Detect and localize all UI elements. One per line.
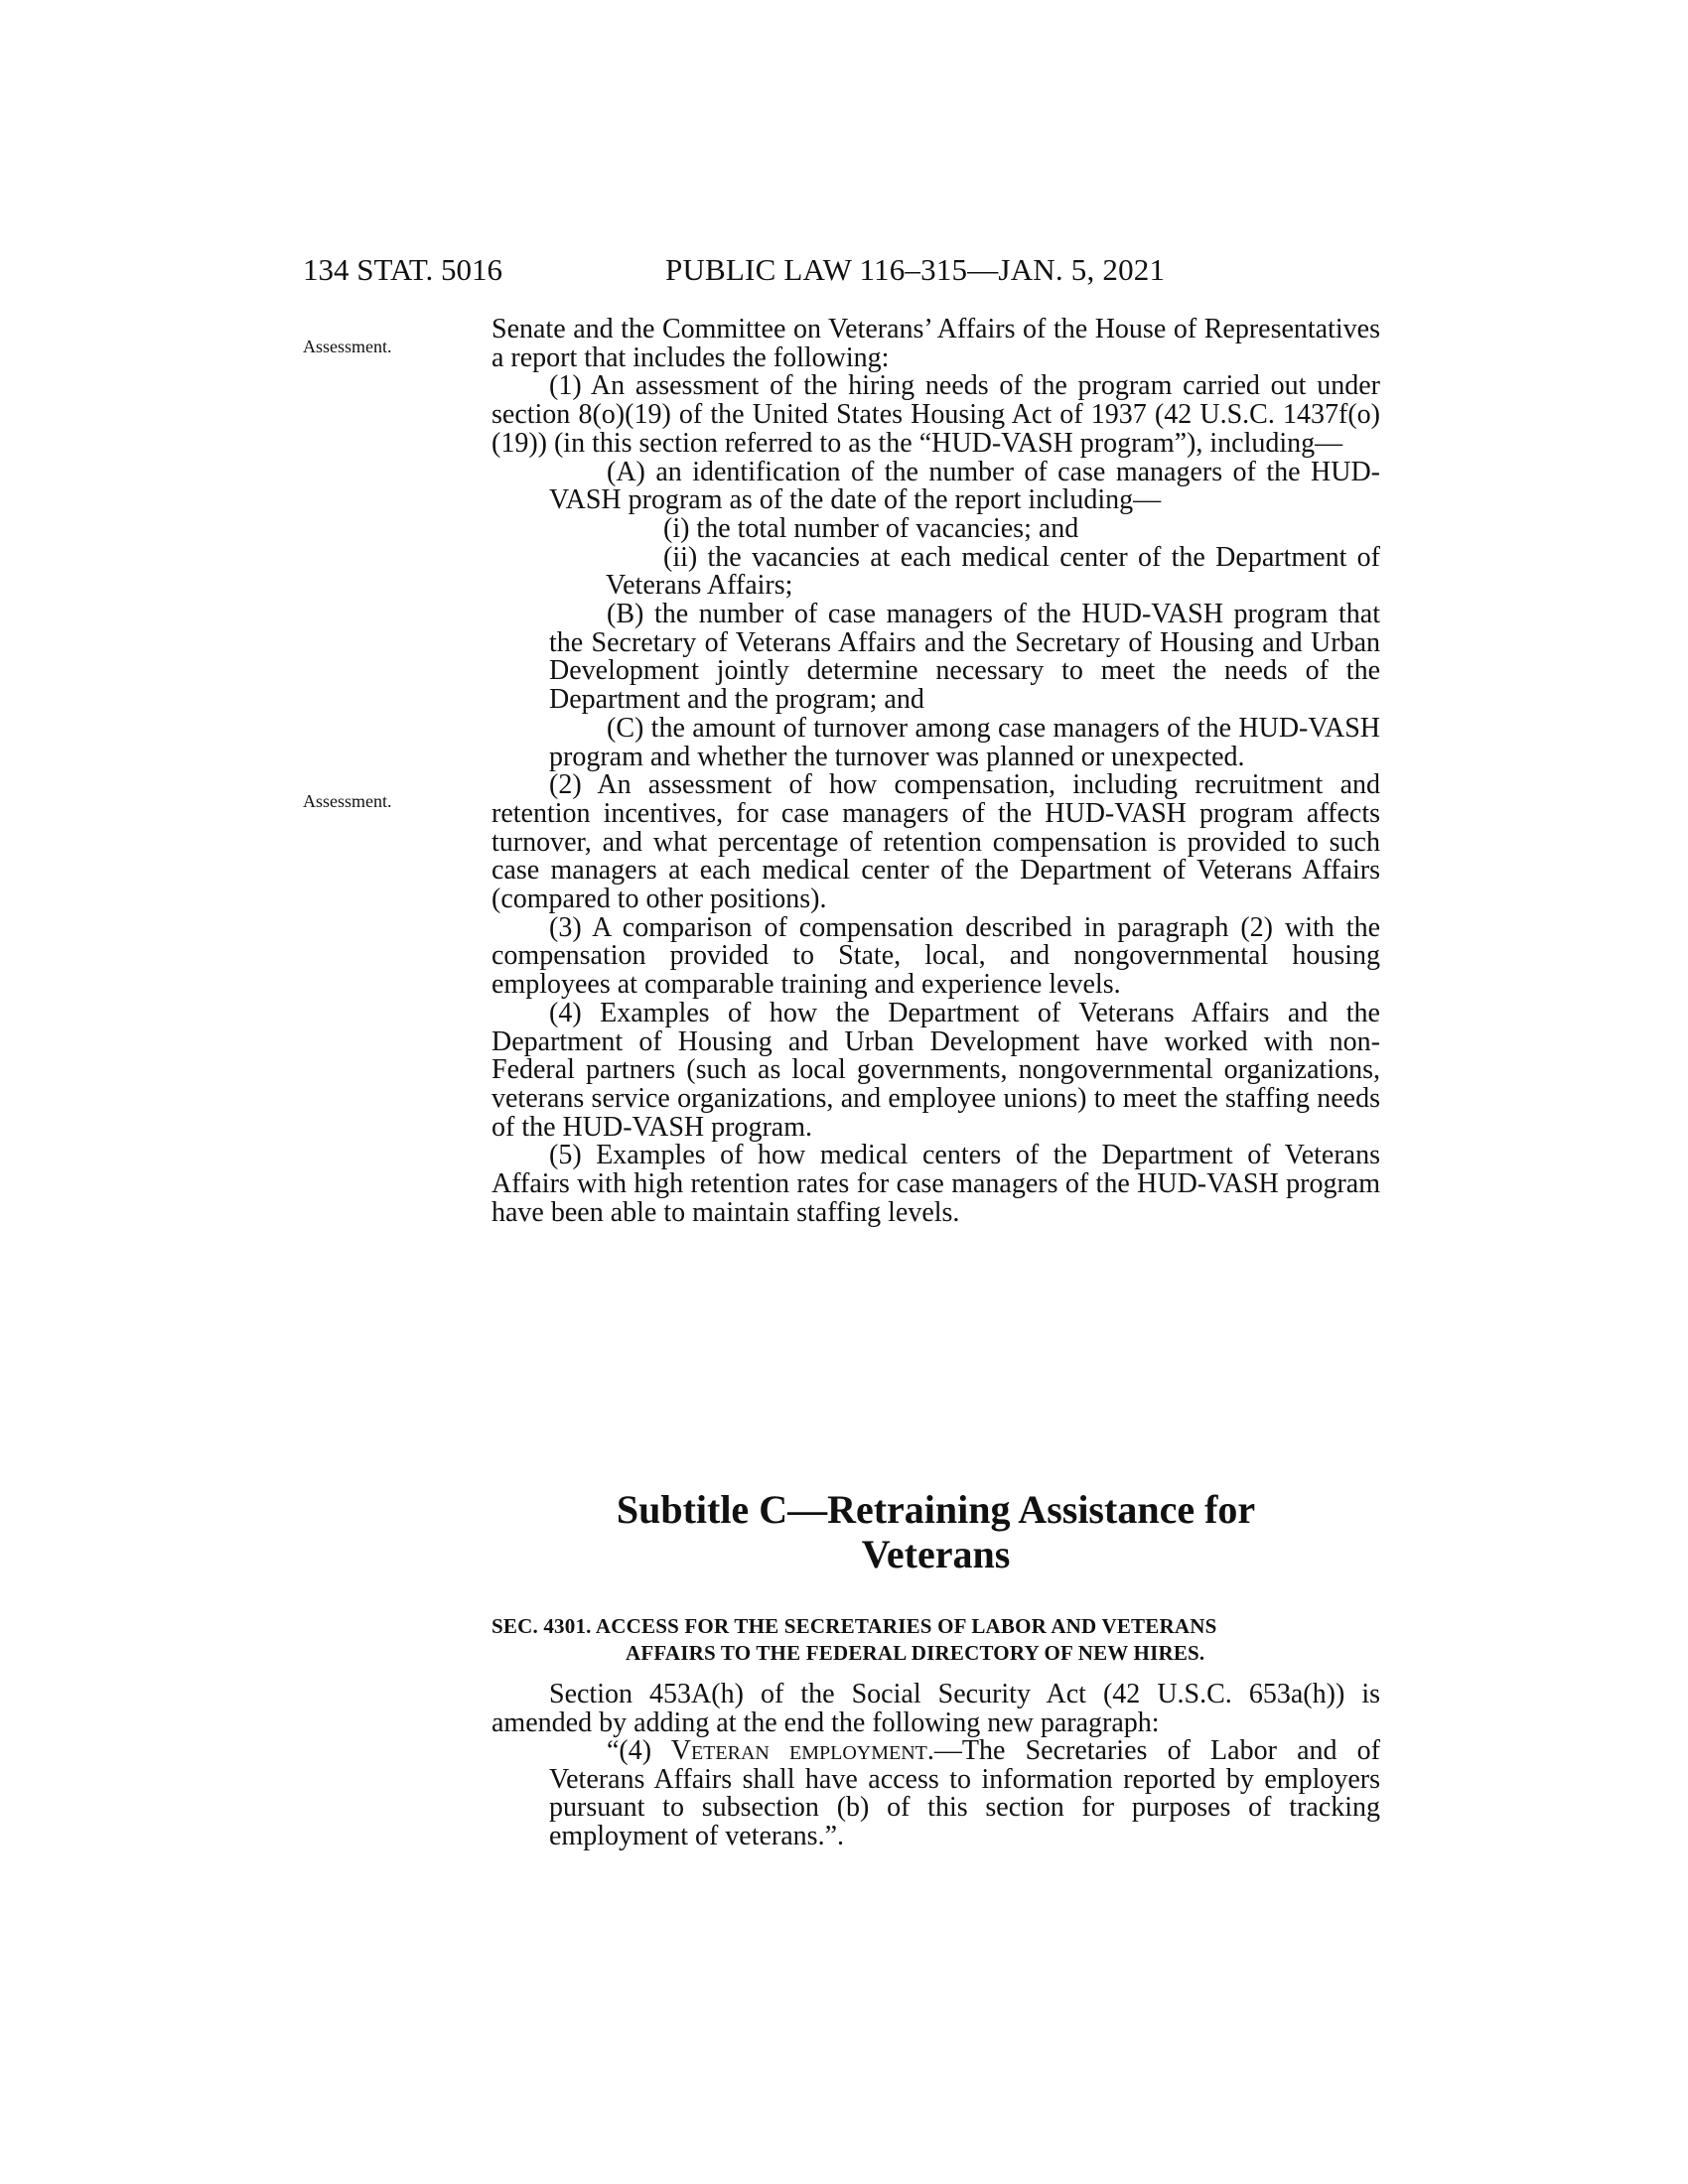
- clause-1-a-i: (i) the total number of vacancies; and: [663, 512, 1079, 544]
- subtitle-heading: [492, 1487, 1380, 1576]
- section-body: [492, 1681, 1380, 1850]
- report-requirements-text: [492, 316, 1380, 1228]
- quoted-paragraph-text: —The Secretaries of Labor and of Veterans Affairs shall have access to information reported by employers pursuant to subsection (b) of this section for purposes of tracking employment of veterans.”.: [549, 1735, 1380, 1851]
- clause-1-a-ii: (ii) the vacancies at each medical center of the Department of Veterans Affairs;: [606, 541, 1380, 602]
- subparagraph-1-c: (C) the amount of turnover among case managers of the HUD-VASH program and whether the turnover was planned or unexpected.: [549, 712, 1380, 772]
- section-heading-line-2: AFFAIRS TO THE FEDERAL DIRECTORY OF NEW HIRES.: [626, 1641, 1205, 1665]
- report-intro: Senate and the Committee on Veterans’ Affairs of the House of Representatives a report that includes the following:: [492, 314, 1380, 373]
- paragraph-3: (3) A comparison of compensation described in paragraph (2) with the compensation provided to State, local, and nongovernmental housing employees at comparable training and experience levels.: [492, 911, 1380, 1001]
- section-heading-line-1: SEC. 4301. ACCESS FOR THE SECRETARIES OF LABOR AND VETERANS: [492, 1614, 1217, 1638]
- quoted-paragraph: [492, 1737, 1380, 1850]
- subparagraph-1-a: (A) an identification of the number of case managers of the HUD-VASH program as of the date of the report including—: [549, 456, 1380, 516]
- quoted-paragraph-label: “(4) Veteran employment.: [607, 1735, 934, 1766]
- page-header: [303, 250, 1380, 290]
- subtitle-line-2: Veterans: [861, 1532, 1011, 1576]
- paragraph-2: (2) An assessment of how compensation, including recruitment and retention incentives, for case managers of the HUD-VASH program affects turnover, and what percentage of retention compensation is provided to such case managers at each medical center of the Department of Veterans Affairs (compared to other positions).: [492, 769, 1380, 915]
- margin-note-assessment-1: Assessment.: [303, 337, 392, 356]
- stat-page-number: 134 STAT. 5016: [303, 252, 503, 287]
- subtitle-line-1: Subtitle C—Retraining Assistance for: [616, 1487, 1256, 1532]
- paragraph-4: (4) Examples of how the Department of Veterans Affairs and the Department of Housing and Urban Development have worked with non-Federal partners (such as local governments, nongovernmental organizations, veterans service organizations, and employee unions) to meet the staffing needs of the HUD-VASH program.: [492, 997, 1380, 1143]
- paragraph-1: (1) An assessment of the hiring needs of the program carried out under section 8(o)(19) of the United States Housing Act of 1937 (42 U.S.C. 1437f(o)(19)) (in this section referred to as the “HUD-VASH program”), including—: [492, 370, 1380, 459]
- subparagraph-1-b: (B) the number of case managers of the HUD-VASH program that the Secretary of Veterans Affairs and the Secretary of Housing and Urban Development jointly determine necessary to meet the needs of the Department and the program; and: [549, 599, 1380, 716]
- margin-note-assessment-2: Assessment.: [303, 791, 392, 811]
- section-intro: Section 453A(h) of the Social Security Act (42 U.S.C. 653a(h)) is amended by adding at the end the following new paragraph:: [492, 1679, 1380, 1738]
- section-heading: [492, 1613, 1380, 1667]
- public-law-citation: PUBLIC LAW 116–315—JAN. 5, 2021: [665, 252, 1166, 287]
- paragraph-5: (5) Examples of how medical centers of the Department of Veterans Affairs with high retention rates for case managers of the HUD-VASH program have been able to maintain staffing levels.: [492, 1140, 1380, 1228]
